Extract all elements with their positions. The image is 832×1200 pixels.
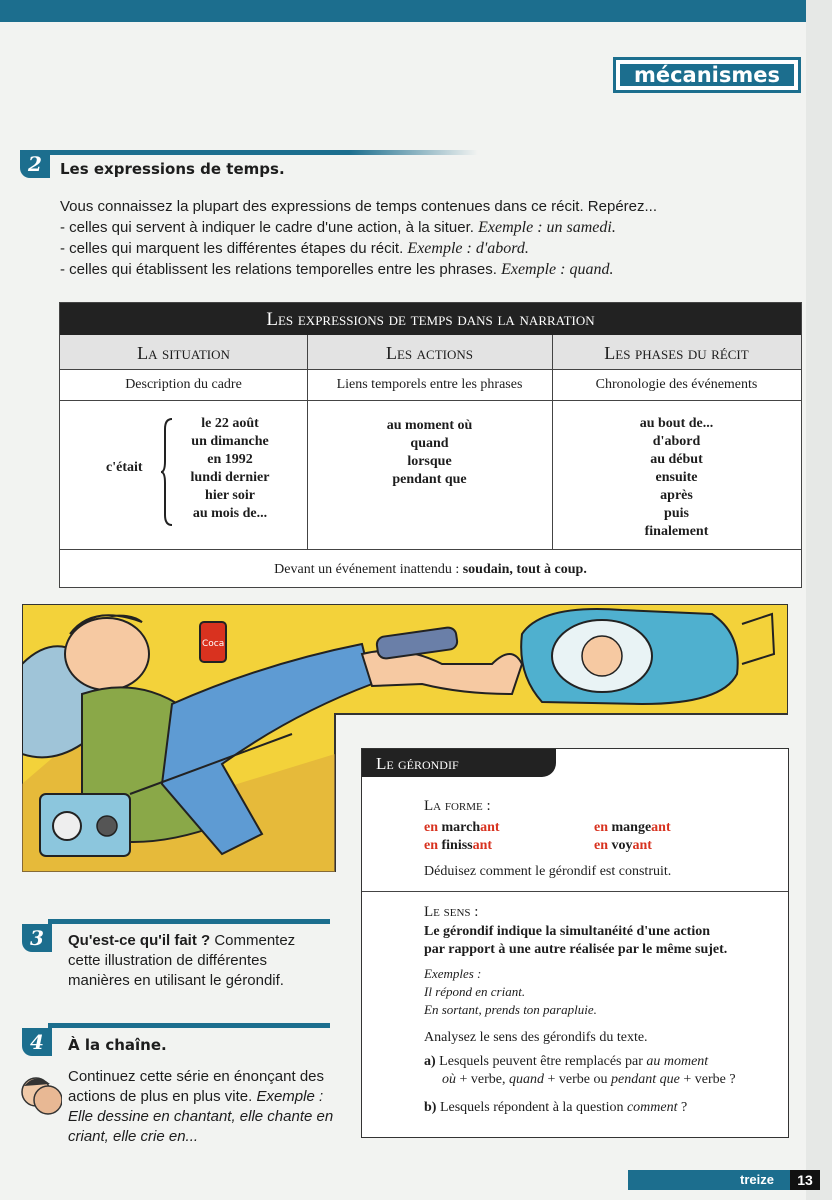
forme-example: en marchant <box>424 820 500 835</box>
examples: Exemples : Il répond en criant. En sortant, prends ton parapluie. <box>424 966 597 1017</box>
column-actions <box>307 335 552 489</box>
gerondif-title: Le gérondif <box>362 749 556 777</box>
column-header: Les phases du récit <box>552 335 801 370</box>
list-item: après <box>660 488 693 503</box>
intro-line: - celles qui marquent les différentes étapes du récit. Exemple : d'abord. <box>60 240 529 257</box>
section-3-number: 3 <box>22 924 52 952</box>
section-4-title: À la chaîne. <box>68 1036 167 1054</box>
column-description: Liens temporels entre les phrases <box>307 370 552 401</box>
footer-bold: soudain, tout à coup. <box>462 562 587 577</box>
list-item: au bout de... <box>639 416 714 431</box>
gerondif-box <box>361 748 789 1138</box>
badge-label: mécanismes <box>620 64 794 86</box>
column-phases <box>552 335 801 541</box>
question-b: b) Lesquels répondent à la question comment ? <box>424 1100 688 1115</box>
forme-example: en finissant <box>424 838 493 853</box>
section-2-number: 2 <box>20 150 50 178</box>
column-header: Les actions <box>307 335 552 370</box>
sens-label: Le sens : <box>424 904 479 920</box>
section-badge <box>613 57 801 93</box>
page-number: 13 <box>790 1170 820 1190</box>
deduce-text: Déduisez comment le gérondif est construit. <box>424 864 672 879</box>
list-item: au début <box>650 452 703 467</box>
section-4-text: Continuez cette série en énonçant des actions de plus en plus vite. Exemple : Elle dessine en chantant, elle chante en criant, elle crie en... <box>68 1068 334 1145</box>
table-footer-row <box>60 549 801 588</box>
intro-line: - celles qui établissent les relations temporelles entre les phrases. Exemple : quand. <box>60 261 614 278</box>
forme-label: La forme : <box>424 798 491 814</box>
can-label: Coca <box>202 639 225 649</box>
question-a: a) Lesquels peuvent être remplacés par au moment où + verbe, quand + verbe ou pendant que + verbe ? <box>424 1054 736 1087</box>
section-2-title: Les expressions de temps. <box>60 160 285 178</box>
section-3-text: Qu'est-ce qu'il fait ? Commentez cette illustration de différentes manières en utilisant le gérondif. <box>68 932 296 989</box>
list-item: pendant que <box>392 472 467 487</box>
list-item: hier soir <box>205 488 255 503</box>
divider <box>362 891 788 892</box>
students-avatar-icon <box>20 1072 62 1120</box>
intro-line: - celles qui servent à indiquer le cadre d'une action, à la situer. Exemple : un samedi. <box>60 219 616 236</box>
column-description: Chronologie des événements <box>552 370 801 401</box>
section-3-rule <box>48 919 330 924</box>
actions-list <box>307 401 552 489</box>
situation-list <box>170 415 290 523</box>
forme-example: en voyant <box>594 838 652 853</box>
section-4-number: 4 <box>22 1028 52 1056</box>
list-item: d'abord <box>652 434 701 449</box>
column-situation <box>60 335 307 549</box>
analyse-text: Analysez le sens des gérondifs du texte. <box>424 1030 648 1045</box>
table-title: Les expressions de temps dans la narration <box>60 303 801 335</box>
list-item: finalement <box>644 524 709 539</box>
time-expressions-table <box>59 302 802 588</box>
footer-text: Devant un événement inattendu : <box>274 562 463 577</box>
column-divider <box>307 335 308 549</box>
page-word: treize <box>740 1172 774 1187</box>
column-description: Description du cadre <box>60 370 307 401</box>
list-item: puis <box>664 506 689 521</box>
list-item: lundi dernier <box>190 470 270 485</box>
intro-line: Vous connaissez la plupart des expressions de temps contenues dans ce récit. Repérez... <box>60 198 658 215</box>
face-shape <box>65 618 149 690</box>
list-item: le 22 août <box>201 416 259 431</box>
column-header: La situation <box>60 335 307 370</box>
section-2-intro <box>60 196 760 280</box>
list-item: lorsque <box>407 454 452 469</box>
list-item: ensuite <box>655 470 698 485</box>
list-item: quand <box>410 436 449 451</box>
list-item: un dimanche <box>191 434 269 449</box>
list-item: au moment où <box>386 418 473 433</box>
top-bar <box>0 0 806 22</box>
section-2-rule <box>48 150 478 155</box>
forme-example: en mangeant <box>594 820 671 835</box>
situation-prefix: c'était <box>106 460 143 475</box>
sens-rule: Le gérondif indique la simultanéité d'une action par rapport à une autre réalisée par le même sujet. <box>424 924 728 957</box>
page-edge <box>806 0 832 1200</box>
section-4-rule <box>48 1023 330 1028</box>
column-divider <box>552 335 553 549</box>
phases-list <box>552 401 801 541</box>
list-item: en 1992 <box>207 452 253 467</box>
list-item: au mois de... <box>192 506 268 521</box>
